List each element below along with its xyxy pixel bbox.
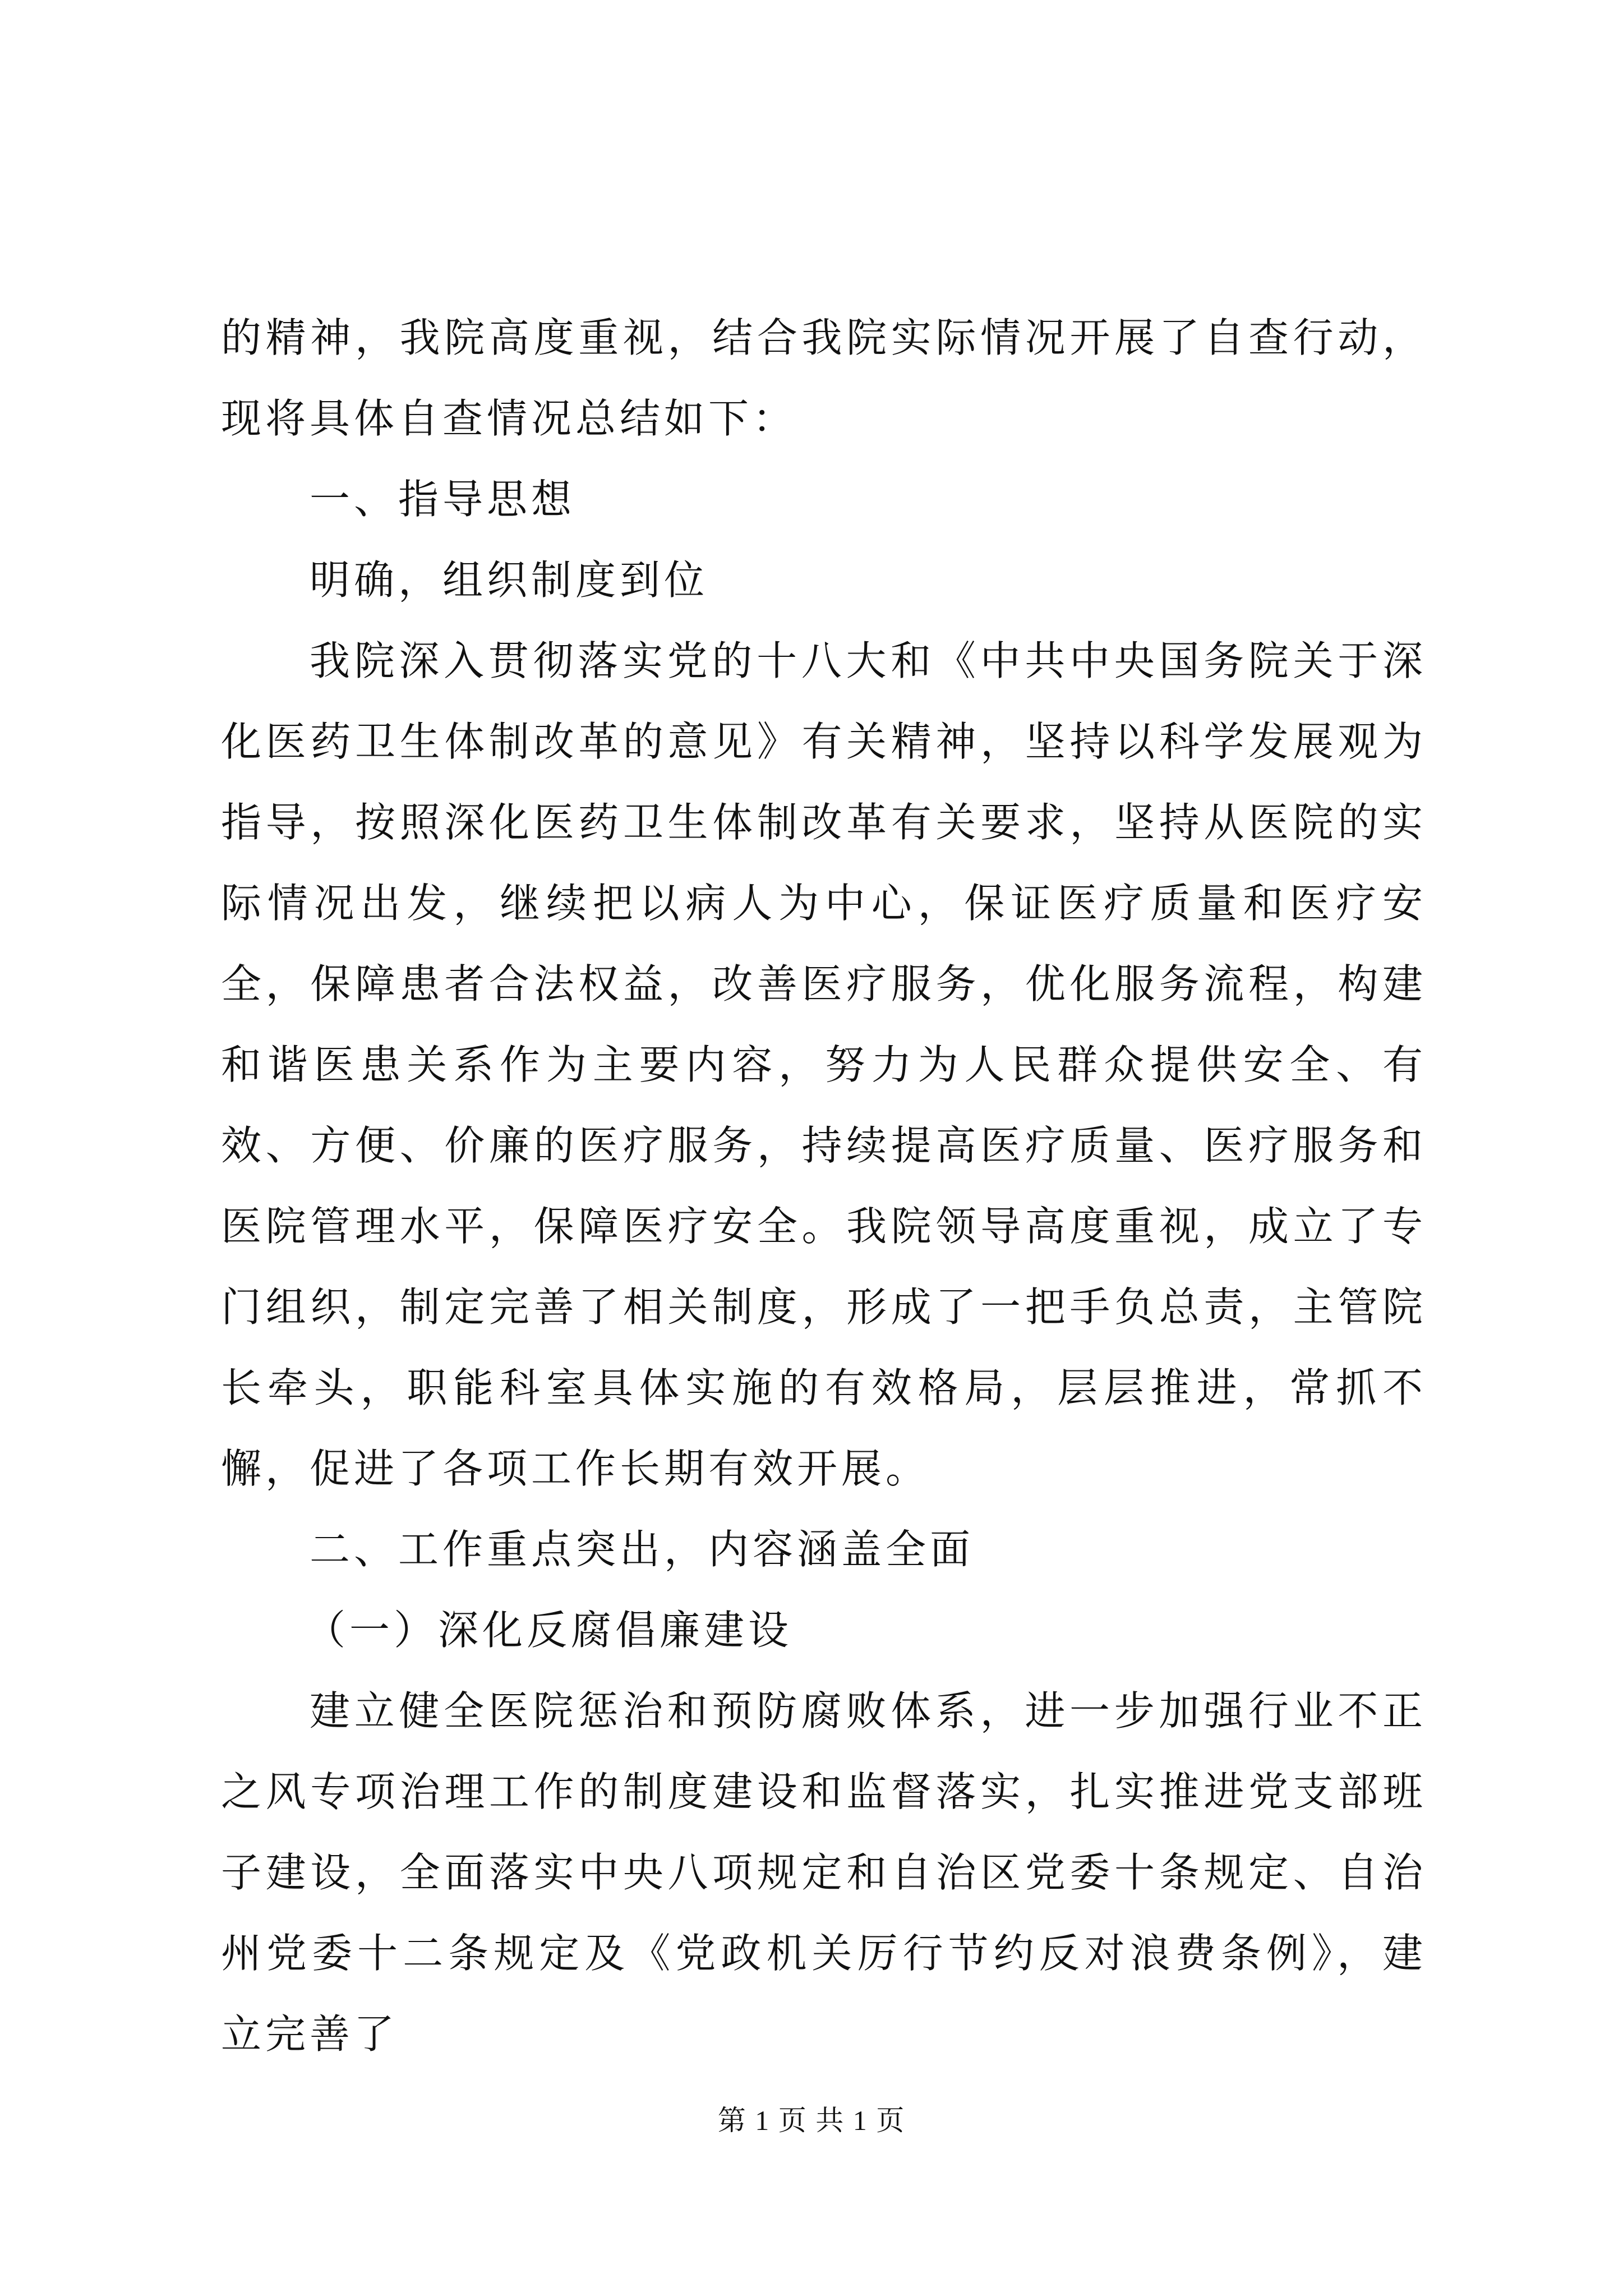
paragraph-guiding-thought: 我院深入贯彻落实党的十八大和《中共中央国务院关于深化医药卫生体制改革的意见》有关精神，坚持以科学发展观为指导，按照深化医药卫生体制改革有关要求，坚持从医院的实际情况出发，继续把以病人为中心，保证医疗质量和医疗安全，保障患者合法权益，改善医疗服务，优化服务流程，构建和谐医患关系作为主要内容，努力为人民群众提供安全、有效、方便、价廉的医疗服务，持续提高医疗质量、医疗服务和医院管理水平，保障医疗安全。我院领导高度重视，成立了专门组织，制定完善了相关制度，形成了一把手负总责，主管院长牵头，职能科室具体实施的有效格局，层层推进，常抓不懈，促进了各项工作长期有效开展。 [221,637,1427,1492]
section-heading-2: 二、工作重点突出，内容涵盖全面 [310,1526,975,1573]
section-subtitle-1: 明确，组织制度到位 [310,556,709,604]
page-number-footer: 第 1 页 共 1 页 [717,2105,906,2136]
paragraph-anti-corruption: 建立健全医院惩治和预防腐败体系，进一步加强行业不正之风专项治理工作的制度建设和监督落实，扎实推进党支部班子建设，全面落实中央八项规定和自治区党委十条规定、自治州党委十二条规定及《党政机关厉行节约反对浪费条例》，建立完善了 [221,1687,1427,2058]
document-body [221,297,1427,2074]
paragraph-continuation: 的精神，我院高度重视，结合我院实际情况开展了自查行动，现将具体自查情况总结如下： [221,314,1427,442]
subsection-heading-2-1: （一）深化反腐倡廉建设 [305,1607,793,1654]
section-heading-1: 一、指导思想 [310,476,576,523]
